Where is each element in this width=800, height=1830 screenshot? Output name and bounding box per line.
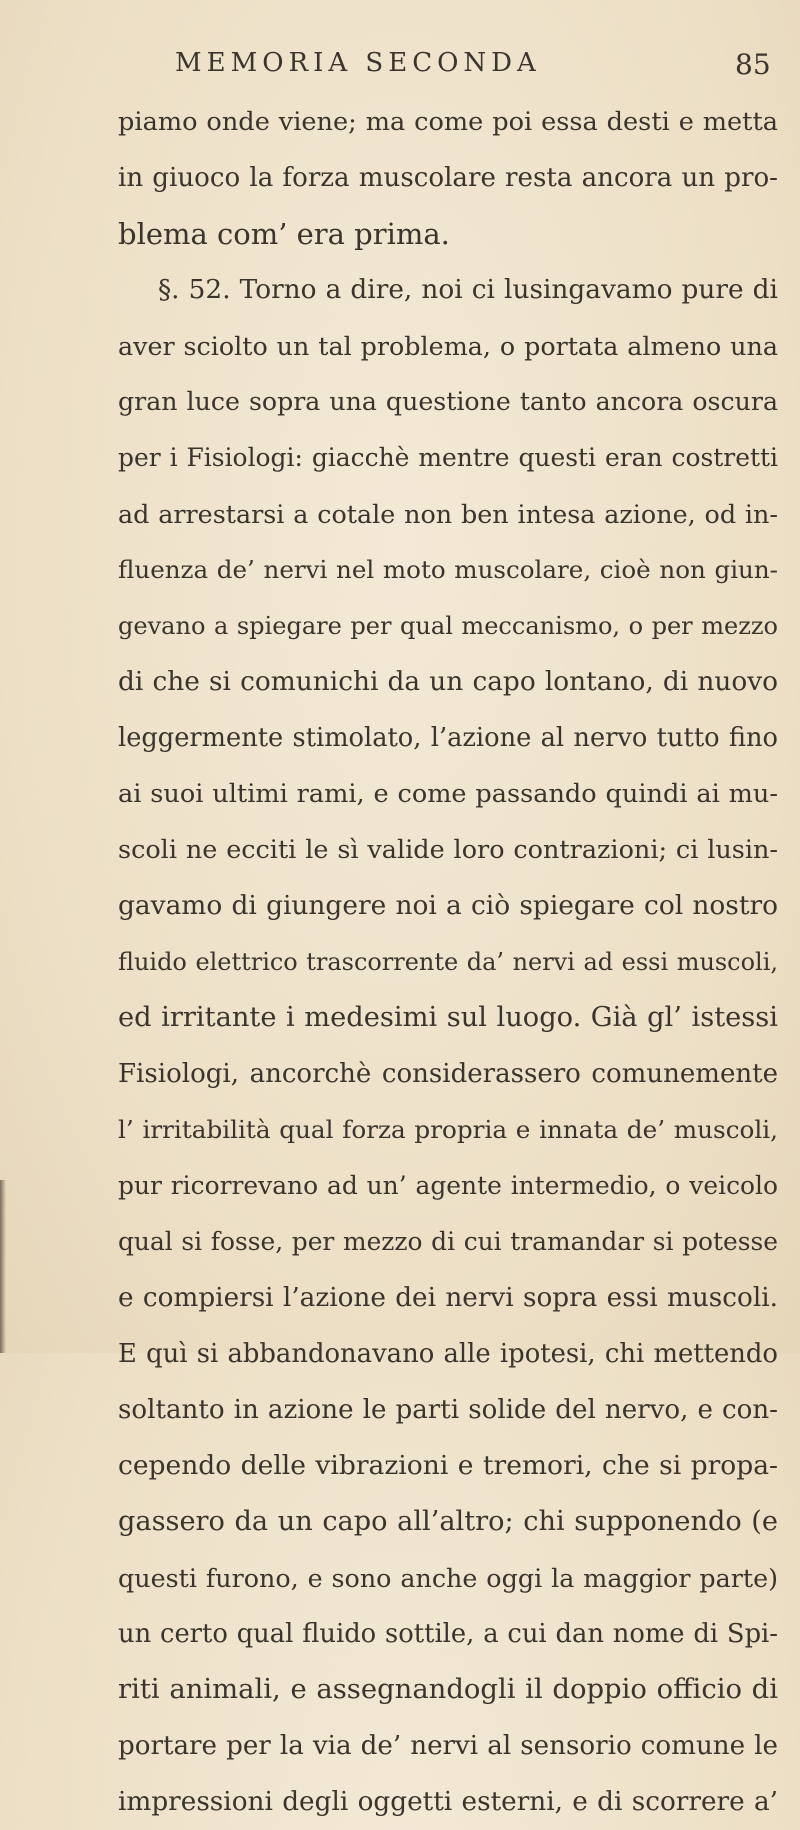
text-line: gassero da un capo all’altro; chi supponendo (e [118,1506,778,1537]
page-edge-shadow [0,1180,6,1353]
text-line: riti animali, e assegnandogli il doppio officio di [118,1674,778,1705]
text-line: per i Fisiologi: giacchè mentre questi eran costretti [118,443,778,472]
page-number: 85 [735,48,771,81]
text-line: pur ricorrevano ad un’ agente intermedio, o veicolo [118,1171,778,1200]
text-line: questi furono, e sono anche oggi la maggior parte) [118,1563,778,1593]
running-head: MEMORIA SECONDA [175,48,541,78]
text-line: portare per la via de’ nervi al sensorio comune le [118,1731,778,1761]
text-line: e compiersi l’azione dei nervi sopra essi muscoli. [118,1283,778,1313]
text-line: gevano a spiegare per qual meccanismo, o per mezzo [118,612,778,640]
text-line: in giuoco la forza muscolare resta ancora un pro- [118,163,778,193]
paragraph-start-line: §. 52. Torno a dire, noi ci lusingavamo pure di [158,275,778,305]
text-line: E quì si abbandonavano alle ipotesi, chi mettendo [118,1339,778,1369]
text-line: fluido elettrico trascorrente da’ nervi ad essi muscoli, [118,948,778,976]
text-line: piamo onde viene; ma come poi essa desti e metta [118,107,778,137]
text-line: un certo qual fluido sottile, a cui dan nome di Spi- [118,1619,778,1649]
text-line: soltanto in azione le parti solide del nervo, e con- [118,1395,778,1425]
text-line: cependo delle vibrazioni e tremori, che si propa- [118,1450,778,1481]
text-line: gavamo di giungere noi a ciò spiegare col nostro [118,890,778,921]
text-line: ad arrestarsi a cotale non ben intesa azione, od in- [118,499,778,529]
text-line: di che si comunichi da un capo lontano, di nuovo [118,667,778,697]
text-line: impressioni degli oggetti esterni, e di scorrere a’ [118,1787,778,1817]
text-line: fluenza de’ nervi nel moto muscolare, cioè non giun- [118,555,778,584]
text-line: blema com’ era prima. [118,217,450,251]
page-header [0,48,800,88]
text-line: aver sciolto un tal problema, o portata almeno una [118,331,778,361]
text-line: Fisiologi, ancorchè considerassero comunemente [118,1059,778,1089]
text-line: ai suoi ultimi rami, e come passando quindi ai mu- [118,779,778,809]
text-line: qual si fosse, per mezzo di cui tramandar si potesse [118,1227,778,1256]
text-line: l’ irritabilità qual forza propria e innata de’ muscoli, [118,1115,778,1144]
text-line: gran luce sopra una questione tanto ancora oscura [118,387,778,416]
text-line: ed irritante i medesimi sul luogo. Già gl’ istessi [118,1002,778,1033]
text-line: leggermente stimolato, l’azione al nervo tutto fino [118,723,778,753]
body-text [118,94,778,1830]
text-line: scoli ne ecciti le sì valide loro contrazioni; ci lusin- [118,835,778,865]
